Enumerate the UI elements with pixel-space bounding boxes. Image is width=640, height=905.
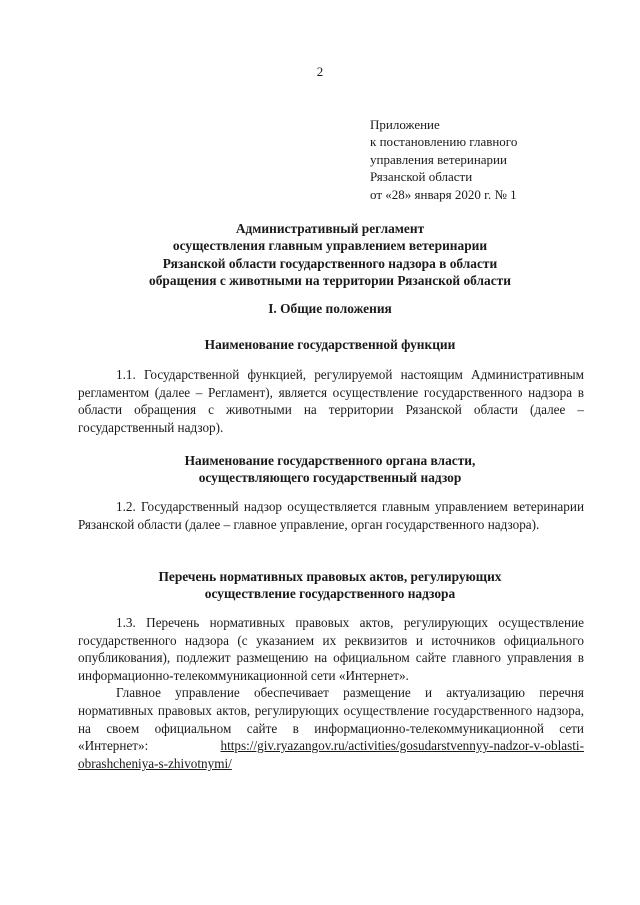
heading-line: Перечень нормативных правовых актов, регулирующих xyxy=(158,569,502,584)
heading-line: осуществляющего государственный надзор xyxy=(198,470,462,486)
page-number: 2 xyxy=(316,64,324,79)
paragraph-text xyxy=(78,684,584,772)
paragraph-1-1 xyxy=(78,366,584,436)
title-line: Административный регламент xyxy=(235,221,425,236)
appendix-block xyxy=(370,116,610,203)
paragraph-text-part: Главное управление обеспечивает размещение и актуализацию перечня нормативных правовых актов, регулирующих осуществление государственного надзора, на своем официальном сайте в информационно-телекоммуникационной сети «Интернет»: xyxy=(78,685,584,754)
section-heading: I. Общие положения xyxy=(268,301,392,316)
paragraph-1-3 xyxy=(78,614,584,772)
paragraph-text: 1.3. Перечень нормативных правовых актов, регулирующих осуществление государственного надзора (с указанием их реквизитов и источников официального опубликования), подлежит размещению на официальном сайте главного управления в информационно-телекоммуникационной сети «Интернет». xyxy=(78,615,584,683)
subsection-heading xyxy=(60,452,600,487)
title-line: осуществления главным управлением ветеринарии xyxy=(172,238,488,254)
title-line: обращения с животными на территории Рязанской области xyxy=(149,273,511,289)
appendix-line: Приложение xyxy=(370,117,440,132)
appendix-line: к постановлению главного xyxy=(370,134,518,150)
subsection-heading: Наименование государственной функции xyxy=(204,337,456,352)
appendix-line: от «28» января 2020 г. № 1 xyxy=(370,186,517,202)
document-title xyxy=(60,220,600,290)
paragraph-1-2 xyxy=(78,498,584,533)
appendix-line: Рязанской области xyxy=(370,169,473,185)
title-line: Рязанской области государственного надзора в области xyxy=(162,255,498,271)
paragraph-text: 1.2. Государственный надзор осуществляется главным управлением ветеринарии Рязанской области (далее – главное управление, орган государственного надзора). xyxy=(78,499,584,532)
appendix-line: управления ветеринарии xyxy=(370,151,507,167)
heading-line: осуществление государственного надзора xyxy=(204,586,456,602)
website-link[interactable]: https://giv.ryazangov.ru/activities/gosudarstvennyy-nadzor-v-oblasti-obrashcheniya-s-zhivotnymi/ xyxy=(78,738,584,771)
subsection-heading xyxy=(60,568,600,603)
paragraph-text: 1.1. Государственной функцией, регулируемой настоящим Административным регламентом (далее – Регламент), является осуществление государственного надзора в области обращения с животными на территории Рязанской области (далее – государственный надзор). xyxy=(78,367,584,435)
heading-line: Наименование государственного органа власти, xyxy=(184,453,476,468)
